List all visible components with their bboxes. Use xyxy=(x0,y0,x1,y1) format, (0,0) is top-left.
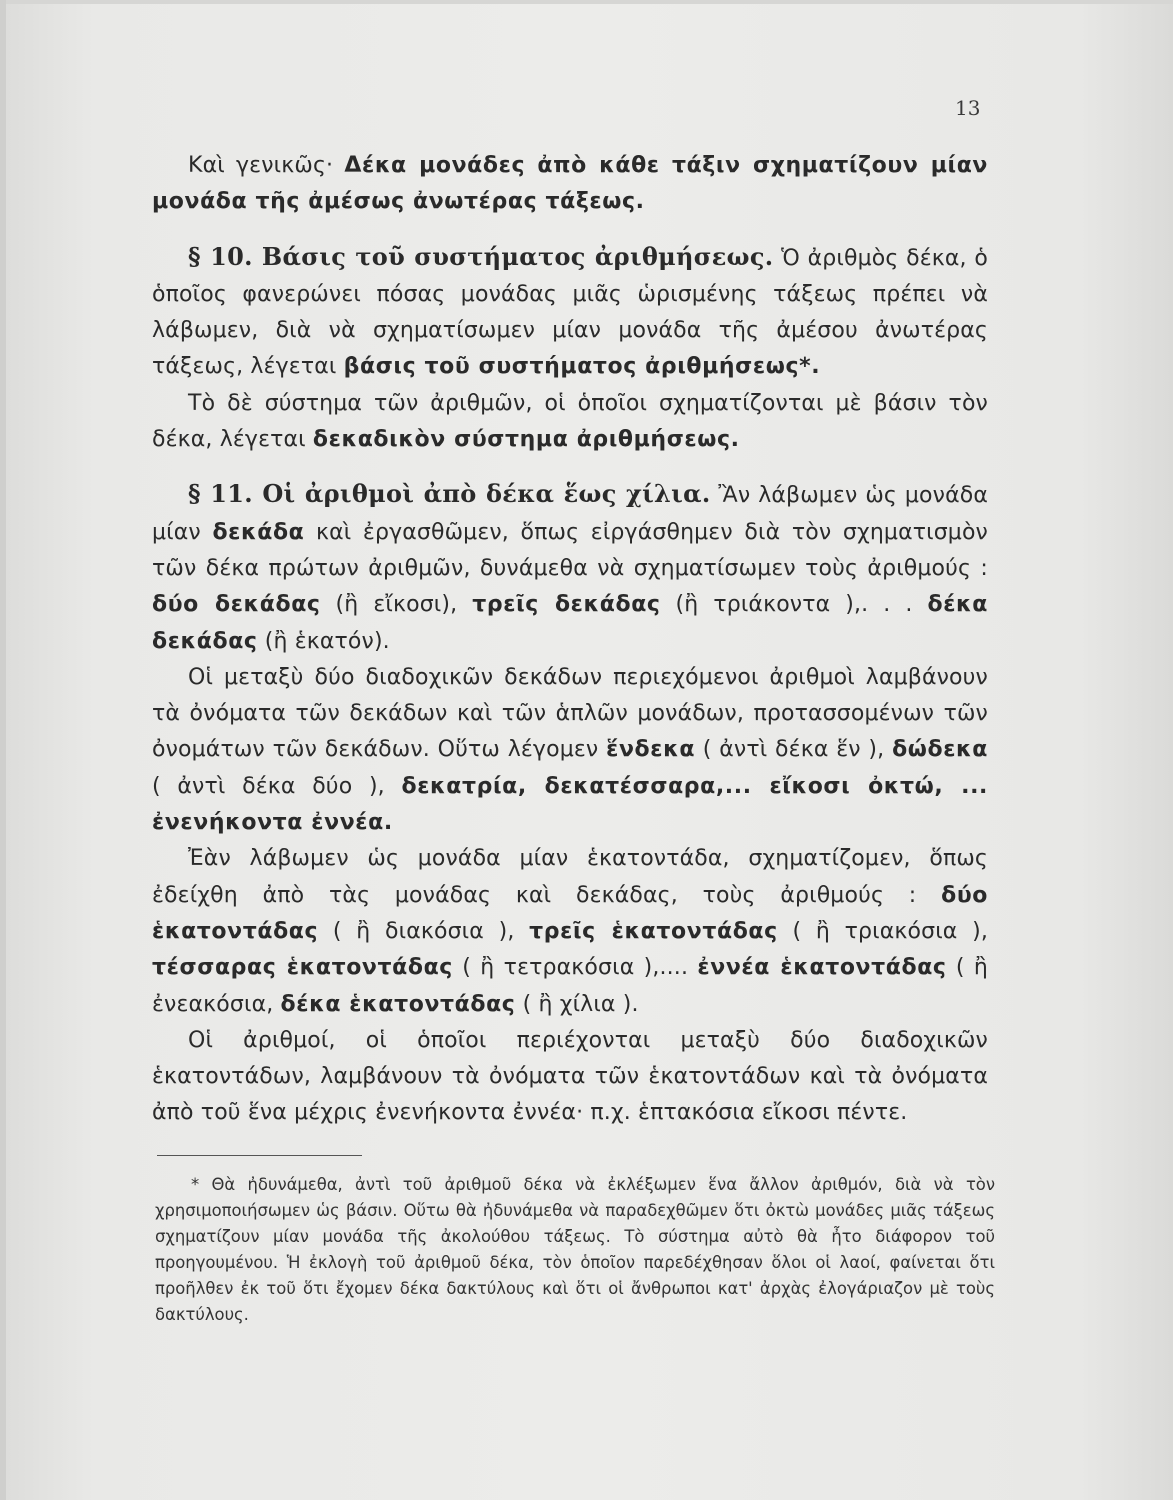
text-span: ( ἀντὶ δέκα δύο ), xyxy=(152,773,402,799)
paragraph-hundreds xyxy=(152,841,988,1022)
main-text xyxy=(152,148,988,1132)
paragraph-section-10 xyxy=(152,239,988,386)
bold-term: βάσις τοῦ συστήματος ἀριθμήσεως*. xyxy=(343,354,821,380)
page-left-edge xyxy=(0,0,6,1500)
paragraph-decimal-system xyxy=(152,386,988,459)
text-span: (ἢ ἑκατόν). xyxy=(257,628,390,654)
text-span: ( ἀντὶ δέκα ἕν ), xyxy=(695,737,893,763)
bold-rule: Δέκα μονάδες ἀπὸ κάθε τάξιν σχηματίζουν μίαν μονάδα τῆς ἀμέσως ἀνωτέρας τάξεως. xyxy=(152,153,989,215)
bold-term: δύο δεκάδας xyxy=(152,592,321,618)
bold-term: ἐννέα ἑκατοντάδας xyxy=(697,955,947,981)
footnote-text: * Θὰ ἠδυνάμεθα, ἀντὶ τοῦ ἀριθμοῦ δέκα νὰ ἐκλέξωμεν ἕνα ἄλλον ἀριθμόν, διὰ νὰ τὸν χρησιμοποιήσωμεν ὡς βάσιν. Οὕτω θὰ ἠδυνάμεθα νὰ παραδεχθῶμεν ὅτι ὀκτὼ μονάδες μιᾶς τάξεως σχηματίζουν μίαν μονάδα τῆς ἀκολούθου τάξεως. Τὸ σύστημα αὐτὸ θὰ ἦτο διάφορον τοῦ προηγουμένου. Ἡ ἐκλογὴ τοῦ ἀριθμοῦ δέκα, τὸν ὁποῖον παρεδέχθησαν ὅλοι οἱ λαοί, φαίνεται ὅτι προῆλθεν ἐκ τοῦ ὅτι ἔχομεν δέκα δακτύλους καὶ ὅτι οἱ ἄνθρωποι κατ' ἀρχὰς ἐλογάριαζον μὲ τοὺς δακτύλους. xyxy=(155,1175,995,1324)
page-top-edge xyxy=(0,0,1173,4)
bold-term: δώδεκα xyxy=(892,737,989,763)
text-span: (ἢ τριάκοντα ),. . . xyxy=(660,592,928,618)
bold-term: δεκατρία, δεκατέσσαρα,... εἴκοσι ὀκτώ, ... ἐνενήκοντα ἐννέα. xyxy=(152,773,988,836)
text-span: καὶ ἐργασθῶμεν, ὅπως εἰργάσθημεν διὰ τὸν σχηματισμὸν τῶν δέκα πρώτων ἀριθμῶν, δυνάμεθα νὰ σχηματίσωμεν τοὺς ἀριθμούς : xyxy=(152,519,988,581)
bold-term: δέκα δεκάδας xyxy=(152,592,988,654)
text-span: ( ἢ τριακόσια ), xyxy=(777,918,988,944)
text-span: ( ἢ διακόσια ), xyxy=(318,918,530,944)
text-span: ( ἢ τετρακόσια ),.... xyxy=(452,955,698,981)
bold-term: δύο ἑκατοντάδας xyxy=(152,882,988,944)
text-span: Οἱ μεταξὺ δύο διαδοχικῶν δεκάδων περιεχόμενοι ἀριθμοὶ λαμβάνουν τὰ ὀνόματα τῶν δεκάδων καὶ τῶν ἁπλῶν μονάδων, προτασσομένων τῶν ὀνομάτων τῶν δεκάδων. Οὕτω λέγομεν xyxy=(152,664,988,763)
section-heading-11: § 11. Οἱ ἀριθμοὶ ἀπὸ δέκα ἕως χίλια. xyxy=(188,479,711,509)
text-span: Ἂν λάβωμεν ὡς μονάδα μίαν xyxy=(152,483,988,545)
paragraph-tens xyxy=(152,660,988,841)
bold-term: τρεῖς δεκάδας xyxy=(472,592,661,618)
bold-term: δεκαδικὸν σύστημα ἀριθμήσεως. xyxy=(312,427,740,453)
bold-term: τέσσαρας ἑκατοντάδας xyxy=(152,955,453,981)
paragraph-section-11 xyxy=(152,476,988,659)
text-span: ( ἢ ἐνεακόσια, xyxy=(152,955,988,1017)
text-span: Ὁ ἀριθμὸς δέκα, ὁ ὁποῖος φανερώνει πόσας μονάδας μιᾶς ὡρισμένης τάξεως πρέπει νὰ λάβωμεν, διὰ νὰ σχηματίσωμεν μίαν μονάδα τῆς ἀμέσου ἀνωτέρας τάξεως, λέγεται xyxy=(152,245,988,380)
bold-term: δέκα ἑκατοντάδας xyxy=(280,991,516,1017)
paragraph-general-rule xyxy=(152,148,988,221)
bold-term: ἕνδεκα xyxy=(606,737,696,763)
footnote xyxy=(155,1172,995,1328)
bold-term: τρεῖς ἑκατοντάδας xyxy=(529,918,778,944)
text-span: Τὸ δὲ σύστημα τῶν ἀριθμῶν, οἱ ὁποῖοι σχηματίζονται μὲ βάσιν τὸν δέκα, λέγεται xyxy=(152,390,988,453)
text-span: Καὶ γενικῶς· xyxy=(188,153,345,178)
bold-term: δεκάδα xyxy=(212,519,305,545)
text-span: ( ἢ χίλια ). xyxy=(515,991,639,1017)
page-number: 13 xyxy=(955,96,981,120)
paragraph-between-hundreds: Οἱ ἀριθμοί, οἱ ὁποῖοι περιέχονται μεταξὺ δύο διαδοχικῶν ἑκατοντάδων, λαμβάνουν τὰ ὀνόματα τῶν ἑκατοντάδων καὶ τὰ ὀνόματα ἀπὸ τοῦ ἕνα μέχρις ἐνενήκοντα ἐννέα· π.χ. ἑπτακόσια εἴκοσι πέντε. xyxy=(152,1027,988,1126)
footnote-divider xyxy=(157,1155,362,1156)
section-heading-10: § 10. Βάσις τοῦ συστήματος ἀριθμήσεως. xyxy=(188,241,774,271)
text-span: Ἐὰν λάβωμεν ὡς μονάδα μίαν ἑκατοντάδα, σχηματίζομεν, ὅπως ἐδείχθη ἀπὸ τὰς μονάδας καὶ δεκάδας, τοὺς ἀριθμούς : xyxy=(152,846,988,908)
text-span: (ἢ εἴκοσι), xyxy=(320,592,473,618)
